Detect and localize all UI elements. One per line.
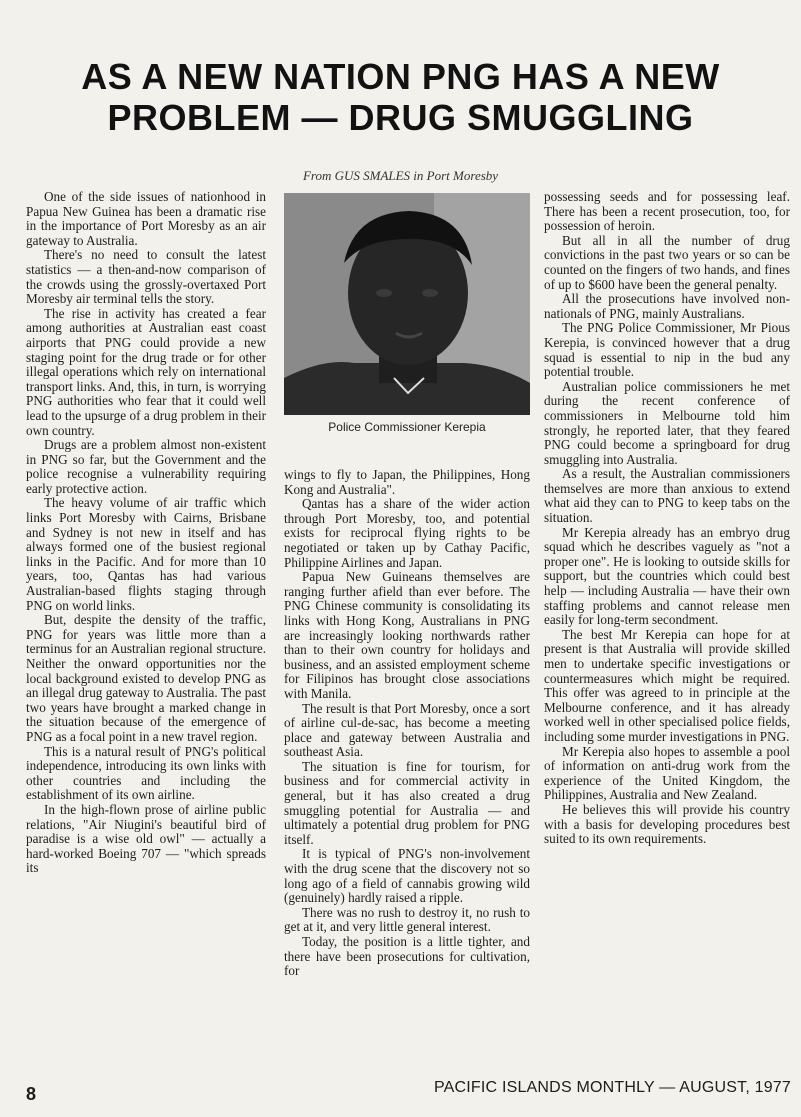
headline-line-2: PROBLEM — DRUG SMUGGLING bbox=[107, 97, 694, 138]
paragraph: Papua New Guineans themselves are ranging further afield than ever before. The PNG Chinese community is consolidating its links with Hong Kong, Australians in PNG are increasingly looking northwards rather than to their own country for holidays and business, and an assisted employment scheme for Filipinos has brought close associations with Manila. bbox=[284, 569, 530, 701]
headline-line-1: AS A NEW NATION PNG HAS A NEW bbox=[81, 56, 720, 97]
paragraph: The heavy volume of air traffic which links Port Moresby with Cairns, Brisbane and Sydney is not new in itself and has always formed one of the busiest regional links in the Pacific. And for more than 10 years, too, Qantas has had various Australian-based flights staging through PNG on world links. bbox=[26, 495, 266, 613]
paragraph: possessing seeds and for possessing leaf. There has been a recent prosecution, too, for possession of heroin. bbox=[544, 189, 790, 234]
paragraph: It is typical of PNG's non-involvement with the drug scene that the discovery not so long ago of a field of cannabis growing wild (genuinely) hardly raised a ripple. bbox=[284, 846, 530, 906]
paragraph: Today, the position is a little tighter, and there have been prosecutions for cultivation, for bbox=[284, 934, 530, 979]
paragraph: But, despite the density of the traffic, PNG for years was little more than a terminus for an Australian regional structure. Neither the onward opportunities nor the local background existed to develop PNG as an illegal drug gateway to Australia. The past two years have brought a marked change in the situation because of the emergence of PNG as a focal point in a new travel region. bbox=[26, 612, 266, 744]
portrait-illustration bbox=[284, 193, 530, 415]
paragraph: There was no rush to destroy it, no rush to get at it, and very little general interest. bbox=[284, 904, 530, 935]
paragraph: Mr Kerepia already has an embryo drug squad which he describes vaguely as "not a proper one". He is looking to outside skills for support, but the countries which could best help — including Australia — have their own staffing problems and cannot release men easily for long-term secondment. bbox=[544, 524, 790, 628]
paragraph: Australian police commissioners he met during the recent conference of commissioners in Melbourne told him strongly, he reported later, that they feared PNG could become a springboard for drug smuggling into Australia. bbox=[544, 378, 790, 467]
paragraph: The best Mr Kerepia can hope for at present is that Australia will provide skilled men to undertake specific investigations or countermeasures which might be required. This offer was agreed to in principle at the Melbourne conference, and it has already worked well in other specialised police fields, including some murder investigations in PNG. bbox=[544, 626, 790, 744]
paragraph: This is a natural result of PNG's political independence, introducing its own links with other countries and including the establishment of its own airline. bbox=[26, 743, 266, 803]
paragraph: Drugs are a problem almost non-existent in PNG so far, but the Government and the police recognise a vulnerability requiring early protective action. bbox=[26, 437, 266, 496]
byline: From GUS SMALES in Port Moresby bbox=[302, 168, 499, 183]
paragraph: wings to fly to Japan, the Philippines, Hong Kong and Australia". bbox=[284, 467, 530, 497]
paragraph: The PNG Police Commissioner, Mr Pious Kerepia, is convinced however that a drug squad is essential to nip in the bud any potential trouble. bbox=[544, 320, 790, 380]
paragraph: He believes this will provide his country with a basis for developing procedures best suited to its own requirements. bbox=[544, 801, 790, 847]
article-column-2 bbox=[284, 468, 530, 979]
paragraph: The result is that Port Moresby, once a sort of airline cul-de-sac, has become a meeting place and gateway between Australia and southeast Asia. bbox=[284, 700, 530, 760]
paragraph: One of the side issues of nationhood in Papua New Guinea has been a dramatic rise in the importance of Port Moresby as an air gateway to Australia. bbox=[26, 189, 266, 248]
paragraph: But all in all the number of drug convictions in the past two years or so can be counted on the fingers of two hands, and fines of up to $600 have been the general penalty. bbox=[544, 232, 790, 292]
article-column-3 bbox=[544, 190, 790, 847]
paragraph: The situation is fine for tourism, for business and for commercial activity in general, but it has also created a drug smuggling potential for Australia — and ultimately a potential drug problem for PNG itself. bbox=[284, 758, 530, 847]
headline bbox=[0, 56, 801, 138]
page-number: 8 bbox=[26, 1084, 37, 1104]
photo-caption: Police Commissioner Kerepia bbox=[328, 420, 486, 434]
paragraph: Mr Kerepia also hopes to assemble a pool of information on anti-drug work from the experience of the United Kingdom, the Philippines, Australia and New Zealand. bbox=[544, 743, 790, 803]
paragraph: As a result, the Australian commissioners themselves are more than anxious to extend what aid they can to PNG to keep tabs on the situation. bbox=[544, 466, 790, 526]
paragraph: In the high-flown prose of airline public relations, "Air Niugini's beautiful bird of paradise is a wise old owl" — actually a hard-worked Boeing 707 — "which spreads its bbox=[26, 801, 266, 876]
paragraph: Qantas has a share of the wider action through Port Moresby, too, and potential exists for reciprocal flying rights to be negotiated or taken up by Cathay Pacific, Philippine Airlines and Japan. bbox=[284, 496, 530, 570]
article-column-1 bbox=[26, 190, 266, 876]
paragraph: All the prosecutions have involved non-nationals of PNG, mainly Australians. bbox=[544, 291, 790, 321]
paragraph: The rise in activity has created a fear among authorities at Australian east coast airports that PNG could provide a new staging point for the drug trade or for other illegal operations which rely on international transport links. And, this, in turn, is worrying PNG authorities who fear that it could well lead to the upsurge of a drug problem in their own country. bbox=[26, 305, 266, 438]
paragraph: There's no need to consult the latest statistics — a then-and-now comparison of the crowds using the grossly-overtaxed Port Moresby air terminal tells the story. bbox=[26, 247, 266, 307]
portrait-photo bbox=[284, 193, 530, 415]
publication-footer: PACIFIC ISLANDS MONTHLY — AUGUST, 1977 bbox=[433, 1079, 791, 1096]
